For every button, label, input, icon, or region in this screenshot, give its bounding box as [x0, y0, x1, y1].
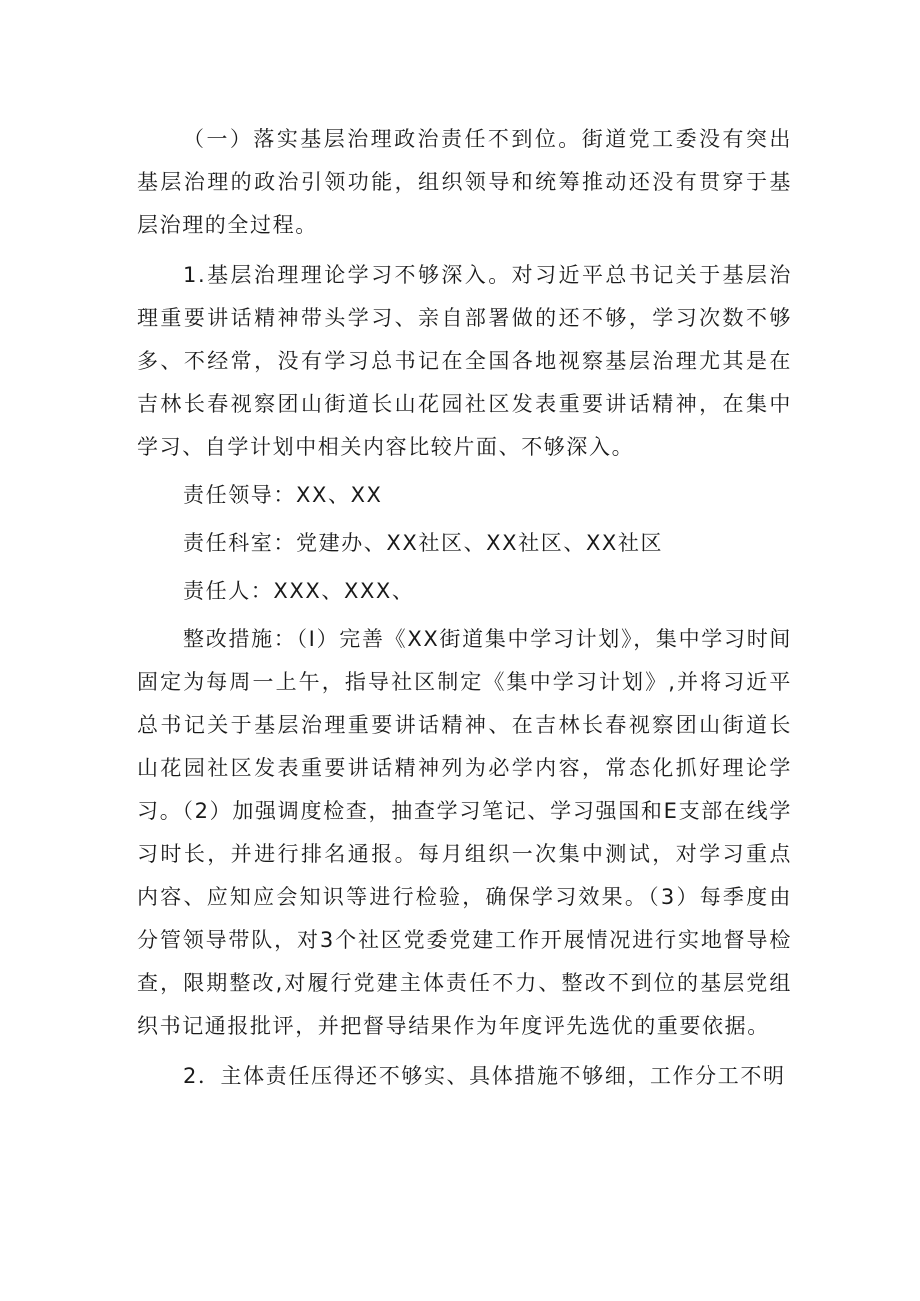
item-1-paragraph: 1.基层治理理论学习不够深入。对习近平总书记关于基层治理重要讲话精神带头学习、亲自部署做的还不够，学习次数不够多、不经常，没有学习总书记在全国各地视察基层治理尤其是在吉林长春视察团山街道长山花园社区发表重要讲话精神，在集中学习、自学计划中相关内容比较片面、不够深入。: [137, 263, 792, 459]
responsible-leader-line: 责任领导：XX、XX: [183, 483, 383, 507]
item-2-paragraph: 2．主体责任压得还不够实、具体措施不够细，工作分工不明: [183, 1064, 786, 1088]
responsible-person-line: 责任人：XXX、XXX、: [183, 579, 415, 603]
section-heading-paragraph: （一）落实基层治理政治责任不到位。街道党工委没有突出基层治理的政治引领功能，组织领导和统筹推动还没有贯穿于基层治理的全过程。: [137, 127, 792, 237]
rectification-measures-paragraph: 整改措施：（I）完善《XX街道集中学习计划》，集中学习时间固定为每周一上午，指导社区制定《集中学习计划》,并将习近平总书记关于基层治理重要讲话精神、在吉林长春视察团山街道长山花园社区发表重要讲话精神列为必学内容，常态化抓好理论学习。（2）加强调度检查，抽查学习笔记、学习强国和E支部在线学习时长，并进行排名通报。每月组织一次集中测试，对学习重点内容、应知应会知识等进行检验，确保学习效果。（3）每季度由分管领导带队，对3个社区党委党建工作开展情况进行实地督导检查，限期整改,对履行党建主体责任不力、整改不到位的基层党组织书记通报批评，并把督导结果作为年度评先选优的重要依据。: [137, 627, 792, 1038]
responsible-department-line: 责任科室：党建办、XX社区、XX社区、XX社区: [183, 531, 664, 555]
document-body: [137, 118, 792, 1098]
